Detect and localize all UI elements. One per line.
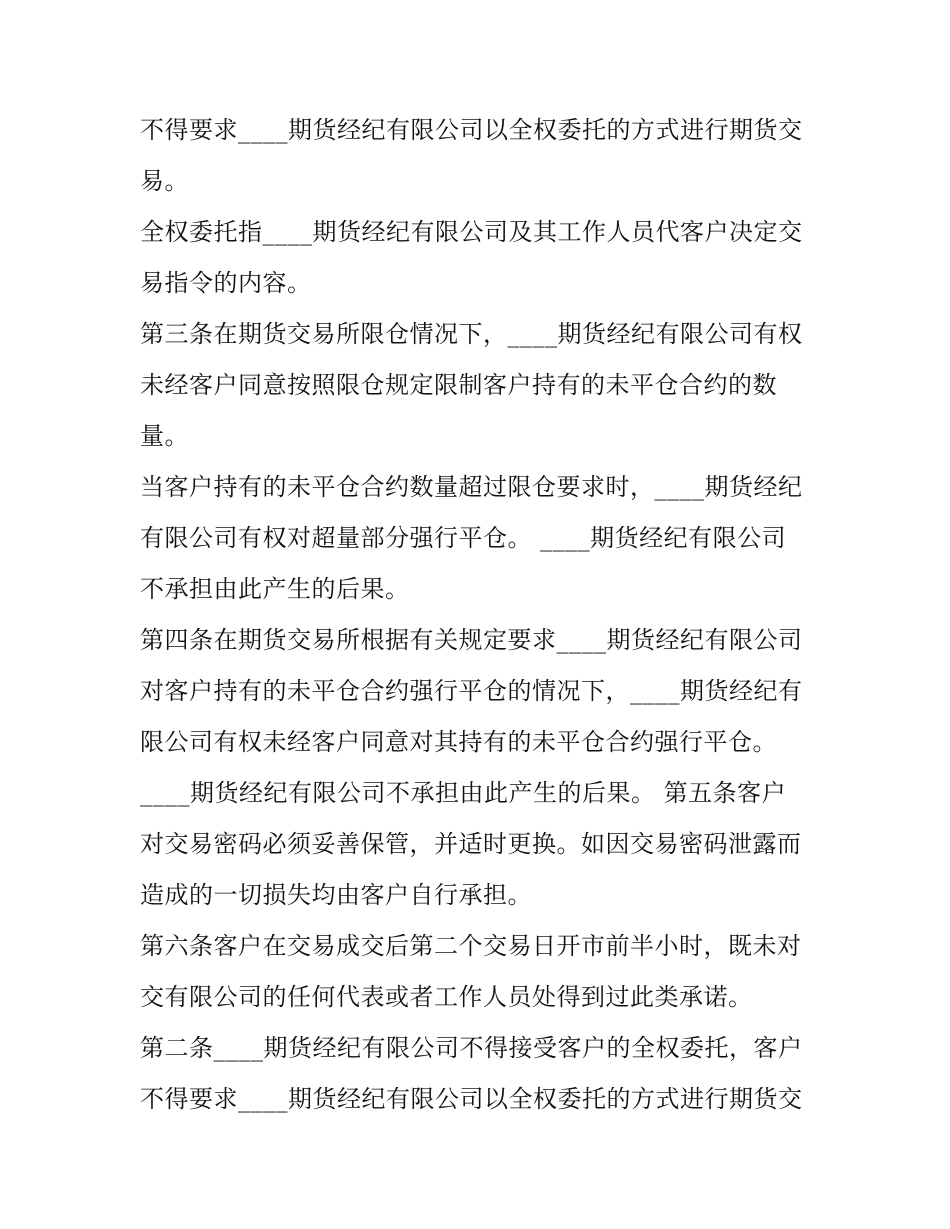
text-line: 第六条客户在交易成交后第二个交易日开市前半小时，既未对 — [140, 932, 802, 960]
text-line: 造成的一切损失均由客户自行承担。 — [140, 881, 532, 909]
text-line: 第三条在期货交易所限仓情况下，____期货经纪有限公司有权 — [140, 320, 803, 348]
text-line: 对交易密码必须妥善保管，并适时更换。如因交易密码泄露而 — [140, 830, 802, 858]
text-line: 不得要求____期货经纪有限公司以全权委托的方式进行期货交 — [140, 1085, 803, 1113]
text-line: 限公司有权未经客户同意对其持有的未平仓合约强行平仓。 — [140, 728, 777, 756]
text-line: 第四条在期货交易所根据有关规定要求____期货经纪有限公司 — [140, 626, 803, 654]
text-line: 易。 — [140, 167, 189, 195]
text-line: 交有限公司的任何代表或者工作人员处得到过此类承诺。 — [140, 983, 753, 1011]
text-line: ____期货经纪有限公司不承担由此产生的后果。 第五条客户 — [140, 779, 787, 807]
text-line: 不得要求____期货经纪有限公司以全权委托的方式进行期货交 — [140, 116, 803, 144]
document-body — [140, 110, 820, 1130]
text-line: 易指令的内容。 — [140, 269, 312, 297]
text-line: 有限公司有权对超量部分强行平仓。 ____期货经纪有限公司 — [140, 524, 787, 552]
text-line: 第二条____期货经纪有限公司不得接受客户的全权委托，客户 — [140, 1034, 803, 1062]
text-line: 未经客户同意按照限仓规定限制客户持有的未平仓合约的数 — [140, 371, 777, 399]
text-line: 全权委托指____期货经纪有限公司及其工作人员代客户决定交 — [140, 218, 803, 246]
text-line: 量。 — [140, 422, 189, 450]
text-line: 不承担由此产生的后果。 — [140, 575, 410, 603]
text-line: 当客户持有的未平仓合约数量超过限仓要求时，____期货经纪 — [140, 473, 803, 501]
text-line: 对客户持有的未平仓合约强行平仓的情况下，____期货经纪有 — [140, 677, 803, 705]
